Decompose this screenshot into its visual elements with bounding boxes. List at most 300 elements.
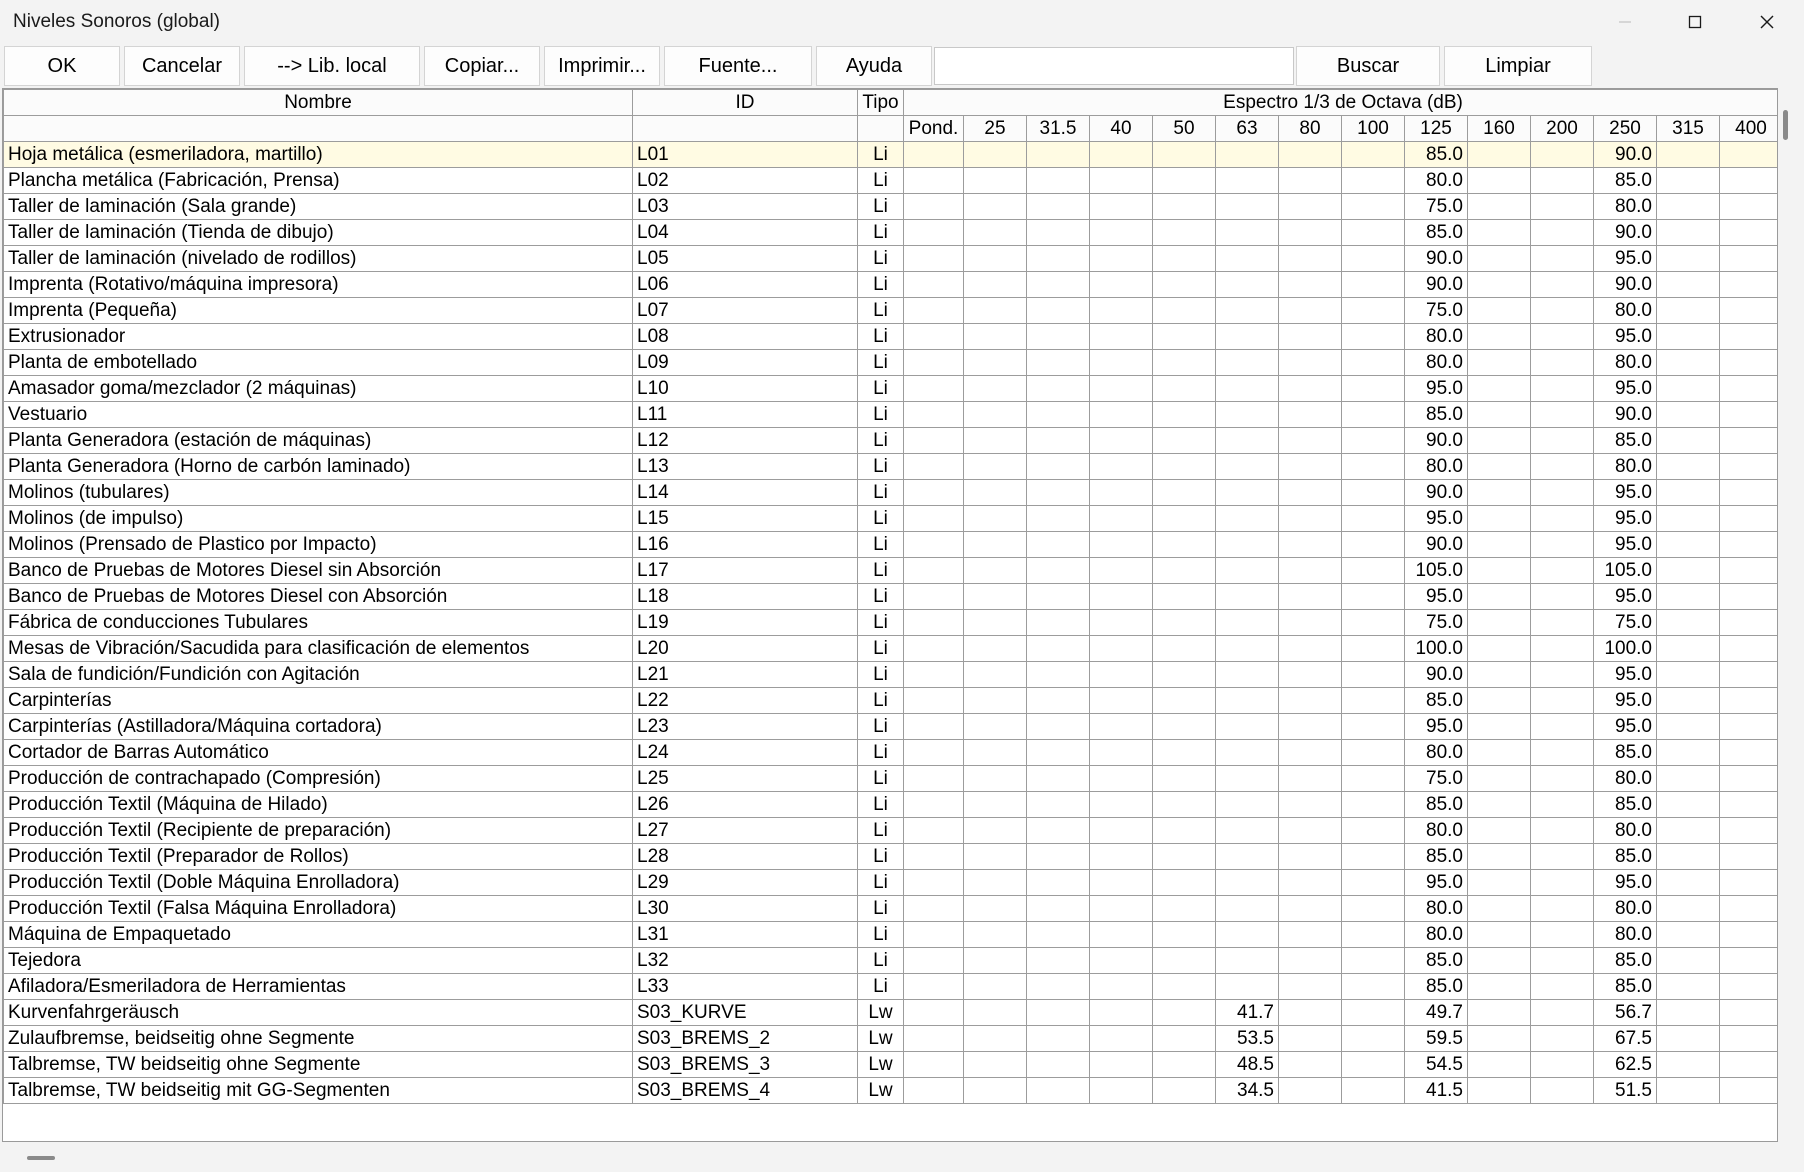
cell-band-value[interactable]: 75.0	[1405, 610, 1468, 636]
cell-band-value[interactable]: 85.0	[1594, 844, 1657, 870]
cell-band-value[interactable]	[1216, 350, 1279, 376]
cell-band-value[interactable]	[964, 974, 1027, 1000]
cell-band-value[interactable]	[1027, 584, 1090, 610]
cell-band-value[interactable]	[964, 350, 1027, 376]
cell-tipo[interactable]: Li	[858, 168, 904, 194]
minimize-button[interactable]	[1590, 0, 1660, 44]
cell-band-value[interactable]	[1090, 272, 1153, 298]
cell-band-value[interactable]	[1468, 974, 1531, 1000]
table-row[interactable]	[4, 454, 1779, 480]
cell-band-value[interactable]: 85.0	[1405, 220, 1468, 246]
cell-band-value[interactable]	[1090, 220, 1153, 246]
cell-id[interactable]: L26	[633, 792, 858, 818]
cell-id[interactable]: L24	[633, 740, 858, 766]
cell-band-value[interactable]: 90.0	[1405, 272, 1468, 298]
cell-band-value[interactable]	[1027, 1078, 1090, 1104]
cell-band-value[interactable]	[1027, 792, 1090, 818]
cell-id[interactable]: L27	[633, 818, 858, 844]
cell-band-value[interactable]	[1342, 636, 1405, 662]
cell-band-value[interactable]	[1468, 948, 1531, 974]
cell-tipo[interactable]: Li	[858, 142, 904, 168]
cell-band-value[interactable]	[1531, 1000, 1594, 1026]
cell-band-value[interactable]	[1216, 896, 1279, 922]
cell-id[interactable]: S03_BREMS_3	[633, 1052, 858, 1078]
cell-band-value[interactable]	[1153, 168, 1216, 194]
cell-tipo[interactable]: Li	[858, 220, 904, 246]
cell-band-value[interactable]	[1531, 766, 1594, 792]
cell-band-value[interactable]	[1090, 922, 1153, 948]
cell-band-value[interactable]	[1216, 402, 1279, 428]
cell-band-value[interactable]: 80.0	[1405, 922, 1468, 948]
cell-band-value[interactable]	[1027, 636, 1090, 662]
cell-band-value[interactable]	[1342, 558, 1405, 584]
close-button[interactable]	[1732, 0, 1802, 44]
cell-band-value[interactable]	[1279, 974, 1342, 1000]
cell-band-value[interactable]	[1720, 272, 1779, 298]
cell-band-value[interactable]	[1720, 532, 1779, 558]
cell-band-value[interactable]	[1153, 974, 1216, 1000]
header-band[interactable]: 200	[1531, 116, 1594, 142]
cell-band-value[interactable]	[1027, 766, 1090, 792]
cell-band-value[interactable]	[1216, 818, 1279, 844]
table-row[interactable]	[4, 168, 1779, 194]
cell-band-value[interactable]: 85.0	[1405, 688, 1468, 714]
cell-tipo[interactable]: Lw	[858, 1026, 904, 1052]
table-row[interactable]	[4, 220, 1779, 246]
cell-band-value[interactable]: 85.0	[1594, 792, 1657, 818]
cell-band-value[interactable]	[1342, 298, 1405, 324]
cell-band-value[interactable]: 95.0	[1405, 376, 1468, 402]
cell-band-value[interactable]	[1531, 558, 1594, 584]
cell-band-value[interactable]	[1342, 714, 1405, 740]
cell-band-value[interactable]	[1657, 532, 1720, 558]
cell-band-value[interactable]	[1720, 766, 1779, 792]
cell-band-value[interactable]	[1090, 714, 1153, 740]
cell-band-value[interactable]	[1216, 220, 1279, 246]
cell-band-value[interactable]	[1090, 298, 1153, 324]
cell-name[interactable]: Producción Textil (Doble Máquina Enrolladora)	[4, 870, 633, 896]
cell-band-value[interactable]	[1216, 480, 1279, 506]
cell-name[interactable]: Banco de Pruebas de Motores Diesel sin Absorción	[4, 558, 633, 584]
header-band[interactable]: 40	[1090, 116, 1153, 142]
cell-tipo[interactable]: Li	[858, 792, 904, 818]
cell-band-value[interactable]	[1216, 688, 1279, 714]
cell-band-value[interactable]	[1657, 818, 1720, 844]
cell-band-value[interactable]	[1531, 350, 1594, 376]
cell-pond[interactable]	[904, 402, 964, 428]
cell-id[interactable]: L19	[633, 610, 858, 636]
cell-band-value[interactable]	[1468, 220, 1531, 246]
cell-band-value[interactable]	[1468, 272, 1531, 298]
cell-band-value[interactable]	[1216, 662, 1279, 688]
cell-name[interactable]: Tejedora	[4, 948, 633, 974]
cell-band-value[interactable]	[1468, 402, 1531, 428]
cell-band-value[interactable]: 41.7	[1216, 1000, 1279, 1026]
cell-band-value[interactable]	[1468, 818, 1531, 844]
cell-band-value[interactable]	[1153, 818, 1216, 844]
cell-band-value[interactable]	[1531, 636, 1594, 662]
cell-band-value[interactable]	[964, 896, 1027, 922]
table-row[interactable]	[4, 714, 1779, 740]
cell-band-value[interactable]	[1720, 896, 1779, 922]
cell-band-value[interactable]	[1342, 792, 1405, 818]
cell-band-value[interactable]	[1531, 584, 1594, 610]
cell-band-value[interactable]	[1342, 740, 1405, 766]
cell-band-value[interactable]: 85.0	[1594, 948, 1657, 974]
cell-tipo[interactable]: Lw	[858, 1000, 904, 1026]
cell-band-value[interactable]	[1153, 844, 1216, 870]
cell-band-value[interactable]	[1027, 506, 1090, 532]
cell-band-value[interactable]	[1342, 480, 1405, 506]
cell-band-value[interactable]	[964, 454, 1027, 480]
cell-band-value[interactable]	[1027, 168, 1090, 194]
cell-band-value[interactable]	[1657, 922, 1720, 948]
cell-band-value[interactable]	[1279, 1000, 1342, 1026]
cell-band-value[interactable]	[1531, 740, 1594, 766]
cell-name[interactable]: Máquina de Empaquetado	[4, 922, 633, 948]
cell-band-value[interactable]	[1720, 220, 1779, 246]
cell-band-value[interactable]	[1279, 142, 1342, 168]
cell-band-value[interactable]	[1090, 1052, 1153, 1078]
cell-band-value[interactable]	[1090, 506, 1153, 532]
cell-band-value[interactable]	[1090, 662, 1153, 688]
table-row[interactable]	[4, 636, 1779, 662]
table-row[interactable]	[4, 584, 1779, 610]
cell-band-value[interactable]	[1153, 584, 1216, 610]
cell-band-value[interactable]	[1468, 194, 1531, 220]
cell-band-value[interactable]	[1720, 298, 1779, 324]
header-band[interactable]: 31.5	[1027, 116, 1090, 142]
table-row[interactable]	[4, 688, 1779, 714]
cell-pond[interactable]	[904, 298, 964, 324]
cell-name[interactable]: Talbremse, TW beidseitig ohne Segmente	[4, 1052, 633, 1078]
table-row[interactable]	[4, 506, 1779, 532]
cell-band-value[interactable]	[1027, 558, 1090, 584]
cell-tipo[interactable]: Li	[858, 688, 904, 714]
cell-id[interactable]: L07	[633, 298, 858, 324]
cell-band-value[interactable]	[1279, 246, 1342, 272]
cell-band-value[interactable]	[1657, 1000, 1720, 1026]
table-row[interactable]	[4, 376, 1779, 402]
cell-id[interactable]: L10	[633, 376, 858, 402]
cell-name[interactable]: Banco de Pruebas de Motores Diesel con Absorción	[4, 584, 633, 610]
cell-band-value[interactable]	[1531, 194, 1594, 220]
cell-band-value[interactable]	[1090, 194, 1153, 220]
cell-band-value[interactable]	[1090, 480, 1153, 506]
cell-band-value[interactable]: 85.0	[1405, 948, 1468, 974]
cell-band-value[interactable]: 95.0	[1594, 506, 1657, 532]
cell-name[interactable]: Imprenta (Rotativo/máquina impresora)	[4, 272, 633, 298]
cell-band-value[interactable]	[1657, 454, 1720, 480]
cell-pond[interactable]	[904, 480, 964, 506]
cell-band-value[interactable]	[1468, 168, 1531, 194]
cancel-button[interactable]: Cancelar	[124, 46, 240, 86]
cell-band-value[interactable]	[964, 246, 1027, 272]
cell-band-value[interactable]	[1216, 974, 1279, 1000]
cell-band-value[interactable]	[1216, 376, 1279, 402]
cell-band-value[interactable]: 105.0	[1594, 558, 1657, 584]
copy-button[interactable]: Copiar...	[424, 46, 540, 86]
cell-pond[interactable]	[904, 1052, 964, 1078]
cell-band-value[interactable]	[1090, 532, 1153, 558]
cell-band-value[interactable]: 90.0	[1594, 220, 1657, 246]
cell-band-value[interactable]	[1279, 714, 1342, 740]
cell-band-value[interactable]	[1468, 584, 1531, 610]
cell-band-value[interactable]	[1531, 610, 1594, 636]
cell-pond[interactable]	[904, 688, 964, 714]
header-name[interactable]: Nombre	[4, 90, 633, 116]
header-band[interactable]: 125	[1405, 116, 1468, 142]
cell-band-value[interactable]	[1468, 298, 1531, 324]
font-button[interactable]: Fuente...	[664, 46, 812, 86]
cell-band-value[interactable]	[1153, 688, 1216, 714]
cell-band-value[interactable]	[1468, 324, 1531, 350]
cell-band-value[interactable]	[964, 480, 1027, 506]
table-row[interactable]	[4, 792, 1779, 818]
cell-id[interactable]: L32	[633, 948, 858, 974]
cell-name[interactable]: Sala de fundición/Fundición con Agitación	[4, 662, 633, 688]
cell-band-value[interactable]	[1153, 454, 1216, 480]
cell-band-value[interactable]	[964, 688, 1027, 714]
cell-band-value[interactable]	[1090, 1078, 1153, 1104]
cell-band-value[interactable]	[1720, 168, 1779, 194]
cell-name[interactable]: Taller de laminación (nivelado de rodillos)	[4, 246, 633, 272]
cell-band-value[interactable]	[964, 558, 1027, 584]
header-band[interactable]: 400	[1720, 116, 1779, 142]
cell-band-value[interactable]	[964, 194, 1027, 220]
cell-band-value[interactable]	[1657, 376, 1720, 402]
cell-band-value[interactable]: 75.0	[1405, 194, 1468, 220]
cell-band-value[interactable]: 80.0	[1594, 922, 1657, 948]
cell-band-value[interactable]	[1027, 402, 1090, 428]
cell-band-value[interactable]	[1153, 194, 1216, 220]
cell-band-value[interactable]	[1531, 454, 1594, 480]
cell-band-value[interactable]	[1216, 454, 1279, 480]
cell-tipo[interactable]: Li	[858, 428, 904, 454]
cell-pond[interactable]	[904, 1078, 964, 1104]
cell-band-value[interactable]	[1531, 376, 1594, 402]
table-row[interactable]	[4, 1000, 1779, 1026]
cell-id[interactable]: L33	[633, 974, 858, 1000]
cell-id[interactable]: L29	[633, 870, 858, 896]
cell-name[interactable]: Kurvenfahrgeräusch	[4, 1000, 633, 1026]
cell-band-value[interactable]	[1153, 1000, 1216, 1026]
cell-name[interactable]: Mesas de Vibración/Sacudida para clasificación de elementos	[4, 636, 633, 662]
cell-band-value[interactable]	[1090, 558, 1153, 584]
cell-band-value[interactable]	[1531, 714, 1594, 740]
cell-band-value[interactable]	[1279, 350, 1342, 376]
cell-tipo[interactable]: Li	[858, 558, 904, 584]
cell-band-value[interactable]	[1468, 636, 1531, 662]
cell-tipo[interactable]: Lw	[858, 1078, 904, 1104]
cell-band-value[interactable]	[1279, 662, 1342, 688]
cell-band-value[interactable]	[1468, 714, 1531, 740]
cell-band-value[interactable]	[1468, 792, 1531, 818]
cell-band-value[interactable]	[1720, 1000, 1779, 1026]
cell-id[interactable]: L30	[633, 896, 858, 922]
cell-tipo[interactable]: Li	[858, 402, 904, 428]
cell-band-value[interactable]	[1531, 870, 1594, 896]
cell-id[interactable]: S03_KURVE	[633, 1000, 858, 1026]
cell-band-value[interactable]	[1720, 428, 1779, 454]
cell-tipo[interactable]: Li	[858, 298, 904, 324]
cell-band-value[interactable]	[1153, 1078, 1216, 1104]
cell-band-value[interactable]	[1720, 376, 1779, 402]
cell-band-value[interactable]: 80.0	[1405, 740, 1468, 766]
cell-id[interactable]: L23	[633, 714, 858, 740]
cell-band-value[interactable]	[1090, 1000, 1153, 1026]
cell-band-value[interactable]	[1153, 740, 1216, 766]
table-row[interactable]	[4, 142, 1779, 168]
cell-band-value[interactable]	[1657, 870, 1720, 896]
cell-name[interactable]: Planta de embotellado	[4, 350, 633, 376]
table-row[interactable]	[4, 246, 1779, 272]
cell-band-value[interactable]	[1279, 324, 1342, 350]
cell-band-value[interactable]	[1153, 402, 1216, 428]
cell-band-value[interactable]: 80.0	[1405, 168, 1468, 194]
table-row[interactable]	[4, 844, 1779, 870]
cell-band-value[interactable]	[1468, 454, 1531, 480]
cell-band-value[interactable]	[1090, 818, 1153, 844]
table-row[interactable]	[4, 896, 1779, 922]
cell-band-value[interactable]: 80.0	[1594, 896, 1657, 922]
cell-band-value[interactable]	[1027, 662, 1090, 688]
cell-band-value[interactable]	[1090, 766, 1153, 792]
cell-band-value[interactable]	[1027, 870, 1090, 896]
cell-band-value[interactable]	[1531, 532, 1594, 558]
cell-band-value[interactable]	[1027, 298, 1090, 324]
cell-tipo[interactable]: Li	[858, 714, 904, 740]
cell-band-value[interactable]	[1027, 922, 1090, 948]
cell-band-value[interactable]	[1342, 662, 1405, 688]
cell-tipo[interactable]: Li	[858, 896, 904, 922]
cell-band-value[interactable]	[1153, 792, 1216, 818]
cell-pond[interactable]	[904, 246, 964, 272]
cell-id[interactable]: L22	[633, 688, 858, 714]
cell-band-value[interactable]	[1342, 220, 1405, 246]
cell-band-value[interactable]: 85.0	[1405, 974, 1468, 1000]
cell-band-value[interactable]	[1657, 324, 1720, 350]
cell-id[interactable]: L16	[633, 532, 858, 558]
cell-band-value[interactable]: 85.0	[1405, 142, 1468, 168]
cell-band-value[interactable]	[1657, 948, 1720, 974]
cell-band-value[interactable]	[1657, 350, 1720, 376]
cell-band-value[interactable]	[1027, 688, 1090, 714]
cell-pond[interactable]	[904, 896, 964, 922]
help-button[interactable]: Ayuda	[816, 46, 932, 86]
cell-band-value[interactable]	[1279, 766, 1342, 792]
header-band[interactable]: 25	[964, 116, 1027, 142]
cell-band-value[interactable]	[1090, 974, 1153, 1000]
cell-band-value[interactable]: 95.0	[1405, 714, 1468, 740]
cell-band-value[interactable]	[1342, 584, 1405, 610]
cell-band-value[interactable]	[1468, 246, 1531, 272]
cell-band-value[interactable]	[1657, 480, 1720, 506]
cell-pond[interactable]	[904, 870, 964, 896]
cell-band-value[interactable]	[1342, 870, 1405, 896]
cell-band-value[interactable]	[1342, 428, 1405, 454]
cell-band-value[interactable]	[1657, 272, 1720, 298]
cell-band-value[interactable]	[1468, 740, 1531, 766]
cell-band-value[interactable]	[964, 662, 1027, 688]
cell-name[interactable]: Amasador goma/mezclador (2 máquinas)	[4, 376, 633, 402]
cell-pond[interactable]	[904, 194, 964, 220]
cell-band-value[interactable]	[1090, 584, 1153, 610]
cell-band-value[interactable]	[1720, 1052, 1779, 1078]
cell-band-value[interactable]	[1090, 740, 1153, 766]
cell-pond[interactable]	[904, 1026, 964, 1052]
cell-band-value[interactable]	[1153, 298, 1216, 324]
cell-band-value[interactable]	[1342, 1000, 1405, 1026]
cell-tipo[interactable]: Li	[858, 948, 904, 974]
cell-pond[interactable]	[904, 818, 964, 844]
table-row[interactable]	[4, 428, 1779, 454]
cell-band-value[interactable]	[1720, 636, 1779, 662]
cell-name[interactable]: Plancha metálica (Fabricación, Prensa)	[4, 168, 633, 194]
cell-id[interactable]: L03	[633, 194, 858, 220]
cell-band-value[interactable]	[1720, 688, 1779, 714]
cell-name[interactable]: Producción Textil (Recipiente de preparación)	[4, 818, 633, 844]
cell-band-value[interactable]	[1090, 376, 1153, 402]
cell-band-value[interactable]	[1468, 1000, 1531, 1026]
cell-band-value[interactable]	[1468, 688, 1531, 714]
cell-pond[interactable]	[904, 220, 964, 246]
cell-pond[interactable]	[904, 168, 964, 194]
cell-band-value[interactable]: 95.0	[1594, 532, 1657, 558]
cell-band-value[interactable]	[1720, 558, 1779, 584]
table-row[interactable]	[4, 402, 1779, 428]
cell-band-value[interactable]	[1531, 402, 1594, 428]
cell-id[interactable]: L15	[633, 506, 858, 532]
cell-band-value[interactable]	[1027, 220, 1090, 246]
cell-band-value[interactable]	[1342, 922, 1405, 948]
cell-band-value[interactable]	[1657, 1052, 1720, 1078]
cell-name[interactable]: Molinos (Prensado de Plastico por Impacto)	[4, 532, 633, 558]
cell-tipo[interactable]: Li	[858, 194, 904, 220]
cell-band-value[interactable]	[1720, 194, 1779, 220]
cell-band-value[interactable]	[1027, 376, 1090, 402]
cell-band-value[interactable]	[1720, 324, 1779, 350]
cell-band-value[interactable]	[1153, 480, 1216, 506]
table-row[interactable]	[4, 480, 1779, 506]
cell-band-value[interactable]	[1657, 610, 1720, 636]
cell-band-value[interactable]	[1153, 428, 1216, 454]
cell-band-value[interactable]	[1468, 558, 1531, 584]
cell-name[interactable]: Taller de laminación (Tienda de dibujo)	[4, 220, 633, 246]
cell-id[interactable]: S03_BREMS_4	[633, 1078, 858, 1104]
cell-band-value[interactable]	[1153, 714, 1216, 740]
cell-band-value[interactable]	[964, 168, 1027, 194]
cell-name[interactable]: Planta Generadora (estación de máquinas)	[4, 428, 633, 454]
table-row[interactable]	[4, 870, 1779, 896]
cell-band-value[interactable]: 80.0	[1594, 766, 1657, 792]
cell-band-value[interactable]	[964, 220, 1027, 246]
cell-id[interactable]: L08	[633, 324, 858, 350]
cell-pond[interactable]	[904, 506, 964, 532]
cell-band-value[interactable]	[964, 922, 1027, 948]
cell-band-value[interactable]	[1720, 454, 1779, 480]
table-row[interactable]	[4, 662, 1779, 688]
cell-tipo[interactable]: Li	[858, 740, 904, 766]
cell-band-value[interactable]	[1153, 870, 1216, 896]
cell-band-value[interactable]	[1720, 818, 1779, 844]
cell-name[interactable]: Hoja metálica (esmeriladora, martillo)	[4, 142, 633, 168]
cell-band-value[interactable]	[1279, 922, 1342, 948]
cell-band-value[interactable]	[1720, 1078, 1779, 1104]
cell-band-value[interactable]	[1027, 350, 1090, 376]
cell-band-value[interactable]	[1216, 584, 1279, 610]
table-row[interactable]	[4, 194, 1779, 220]
